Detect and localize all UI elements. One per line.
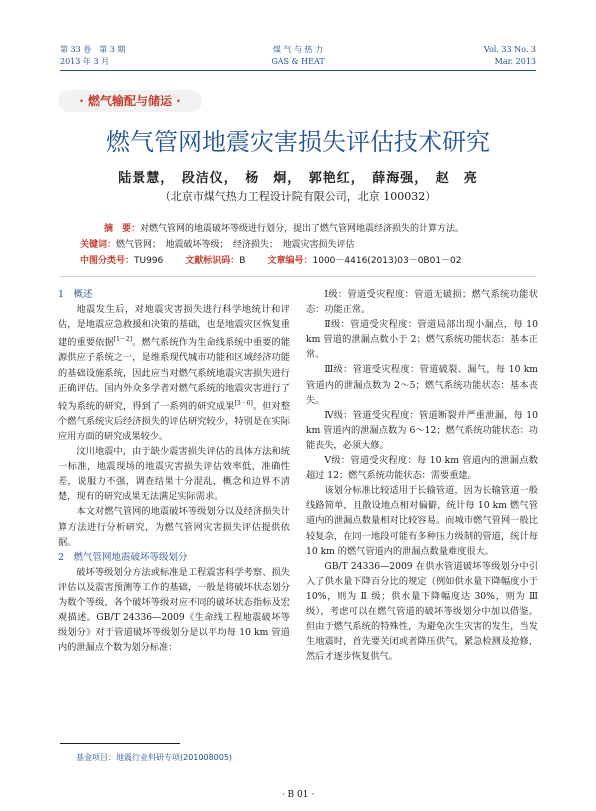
abstract-label: 摘 要：	[104, 224, 141, 234]
clc-value: TU996	[134, 256, 164, 266]
journal-title-cn: 煤 气 与 热 力	[272, 45, 324, 54]
affiliation: （北京市煤气热力工程设计院有限公司，北京 100032）	[159, 190, 437, 203]
article-number-label: 文章编号：	[267, 256, 313, 266]
volume-issue: 第 33 卷 第 3 期	[60, 45, 126, 54]
journal-header	[0, 0, 596, 70]
publication-date-en: Mar. 2013	[494, 57, 536, 66]
classification	[80, 254, 540, 268]
citation: [3－6]	[234, 399, 253, 407]
grade-1-paragraph: Ⅰ级：管道受灾程度：管道无破损；燃气系统功能状态：功能正常。	[306, 289, 538, 316]
article-number-value: 1000－4416(2013)03－0B01－02	[312, 256, 462, 266]
paragraph: 本文对燃气管网的地震破坏等级划分以及经济损失计算方法进行分析研究，为燃气管网灾害损失评估提供依据。	[58, 506, 290, 548]
keywords	[80, 238, 540, 252]
header-divider	[60, 70, 536, 71]
authors: 陆景慧， 段洁仪， 杨 炯， 郭艳红， 薛海强， 赵 亮	[118, 171, 478, 186]
grade-2-paragraph: Ⅱ级：管道受灾程度：管道局部出现小漏点，每 10 km 管道的泄漏点数小于 2；燃气系统功能状态：基本正常。	[306, 319, 538, 361]
page-number: · B 01 ·	[281, 790, 315, 800]
abstract-divider	[60, 276, 536, 277]
abstract	[104, 222, 564, 236]
grade-5-paragraph: Ⅴ级：管道受灾程度：每 10 km 管道内的泄漏点数超过 12；燃气系统功能状态：需要重建。	[306, 455, 538, 482]
paragraph: 地震发生后，对地震灾害损失进行科学地统计和评估，是地震应急救援和决策的基础，也是地震灾区恢复重建的重要依据[1－2]。燃气系统作为生命线系统中重要的能源供应子系统之一，是维系现代城市功能和区域经济功能的基础设施系统，因此应当对燃气系统地震灾害损失进行正确评估。国内外众多学者对燃气系统的地震灾害进行了较为系统的研究，得到了一系列的研究成果[3－6]。但对整个燃气系统灾后经济损失的评估研究较少，特别是在实际应用方面的研究成果较少。	[58, 304, 291, 442]
grade-3-paragraph: Ⅲ级：管道受灾程度：管道破裂、漏气，每 10 km 管道内的泄漏点数为 2～5；燃气系统功能状态：基本丧失。	[306, 364, 538, 406]
volume-info-en	[484, 44, 536, 68]
right-column	[306, 287, 538, 664]
footnote-divider	[60, 743, 180, 744]
publication-date: 2013 年 3 月	[60, 57, 110, 66]
abstract-text: 对燃气管网的地震破坏等级进行划分，提出了燃气管网地震经济损失的计算方法。	[140, 224, 465, 234]
citation: [1－2]	[113, 336, 133, 344]
funding-footnote: 基金项目：地震行业科研专项(201008005)	[76, 753, 233, 762]
volume-issue-en: Vol. 33 No. 3	[483, 45, 536, 54]
clc-label: 中图分类号：	[80, 256, 135, 266]
paragraph: 该划分标准比较适用于长输管道，因为长输管道一般线路简单，且散设地点相对偏僻，统计每 10 km 燃气管道内的泄漏点数量相对比较容易。而城市燃气管网一般比较复杂，在同一地段可能有多种压力级制的管道，统计每 10 km 的燃气管道内的泄漏点数量难度很大。	[306, 485, 538, 557]
paragraph: GB/T 24336—2009 在供水管道破坏等级划分中引入了供水量下降百分比的规定（例如供水量下降幅度小于 10%，则为 Ⅱ 级；供水量下降幅度达 30%，则为 Ⅲ 级），考虑可以在燃气管道的破坏等级划分中加以借鉴。但由于燃气系统的特殊性，为避免次生灾害的发生，当发生地震时，首先要关闭或者降压供气，紧急检测及抢修，然后才逐步恢复供气。	[306, 560, 538, 663]
paragraph: 破坏等级划分方法或标准是工程震害科学考察、损失评估以及震害预测等工作的基础，一般是将破坏状态划分为数个等级，各个破坏等级对应不同的破坏状态指标及宏观描述。GB/T 24336—2009《生命线工程地震破坏等级划分》对于管道破坏等级划分是以平均每 10 km 管道内的泄漏点个数为划分标准：	[58, 566, 290, 654]
left-column	[58, 287, 290, 655]
doc-code-value: B	[239, 256, 246, 266]
paragraph: 汶川地震中，由于缺少震害损失评估的具体方法和统一标准，地震现场的地震灾害损失评估效率低，准确性差，说服力不强，调查结果十分混乱，概念和边界不清楚，现有的研究成果无法满足实际需求。	[58, 446, 290, 503]
section-2-heading: 2 燃气管网地震破坏等级划分	[58, 551, 188, 563]
keywords-label: 关键词：	[80, 240, 117, 250]
journal-title-en: GAS & HEAT	[271, 57, 325, 66]
keywords-text: 燃气管网； 地震破坏等级； 经济损失； 地震灾害损失评估	[116, 240, 355, 250]
column-tag: · 燃气输配与储运 ·	[58, 90, 202, 112]
article-title: 燃气管网地震灾害损失评估技术研究	[106, 128, 490, 156]
doc-code-label: 文献标识码：	[185, 256, 240, 266]
section-1-heading: 1 概述	[58, 289, 93, 300]
grade-4-paragraph: Ⅳ级：管道受灾程度：管道断裂并严重泄漏，每 10 km 管道内的泄漏点数为 6～12；燃气系统功能状态：功能丧失，必须大修。	[306, 409, 538, 451]
